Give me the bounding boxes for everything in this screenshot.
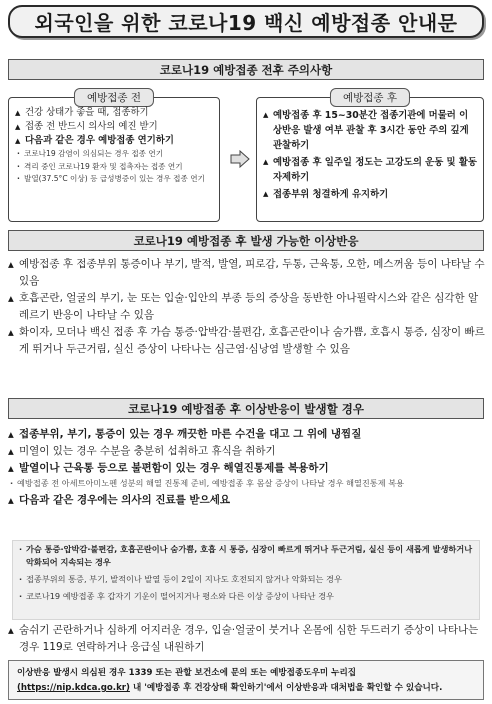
emergency-item: ▲ 숨쉬기 곤란하거나 심하게 어지러운 경우, 입술·얼굴이 붓거나 온몸에 심한 두드러기 증상이 나타나는 경우 119로 연락하거나 응급실 내원하기 — [8, 622, 486, 656]
response-item: ▲ 미열이 있는 경우 수분을 충분히 섭취하고 휴식을 취하기 — [8, 443, 486, 460]
before-item: ▲ 접종 전 반드시 의사의 예진 받기 — [15, 120, 213, 134]
response-list — [8, 426, 486, 509]
before-sub-item: · 코로나19 감염이 의심되는 경우 접종 연기 — [15, 148, 213, 161]
before-item: ▲ 건강 상태가 좋을 때, 접종하기 — [15, 106, 213, 120]
before-item: ▲ 다음과 같은 경우 예방접종 연기하기 — [15, 134, 213, 148]
before-vaccination-card — [8, 92, 220, 222]
adverse-reaction-item: ▲ 예방접종 후 접종부위 통증이나 부기, 발적, 발열, 피로감, 두통, 근육통, 오한, 메스꺼움 등이 나타날 수 있음 — [8, 256, 486, 290]
after-item: ▲ 예방접종 후 일주일 정도는 고강도의 운동 및 활동 자제하기 — [263, 155, 477, 185]
emergency-section — [8, 622, 486, 656]
doctor-visit-box — [12, 540, 480, 620]
doctor-visit-item: · 접종부위의 통증, 부기, 발적이나 발열 등이 2일이 지나도 호전되지 않거나 악화되는 경우 — [17, 573, 475, 586]
footer-info-box — [8, 660, 484, 700]
section-header-when-reactions-occur: 코로나19 예방접종 후 이상반응이 발생할 경우 — [8, 398, 484, 419]
after-vaccination-card — [256, 92, 484, 222]
adverse-reaction-item: ▲ 호흡곤란, 얼굴의 부기, 눈 또는 입술·입안의 부종 등의 증상을 동반한 아나필락시스와 같은 심각한 알레르기 반응이 나타날 수 있음 — [8, 290, 486, 324]
section-header-adverse-reactions: 코로나19 예방접종 후 발생 가능한 이상반응 — [8, 230, 484, 251]
response-item: ▲ 접종부위, 부기, 통증이 있는 경우 깨끗한 마른 수건을 대고 그 위에 냉찜질 — [8, 426, 486, 443]
footer-line: 내 '예방접종 후 건강상태 확인하기'에서 이상반응과 대처법을 확인할 수 있습니다. — [132, 683, 443, 693]
footer-line: 이상반응 발생시 의심된 경우 1339 또는 관할 보건소에 문의 또는 예방접종도우미 누리집 — [17, 668, 357, 678]
adverse-reactions-list — [8, 256, 486, 358]
doctor-visit-item: · 가슴 통증·압박감·불편감, 호흡곤란이나 숨가쁨, 호흡 시 통증, 심장이 빠르게 뛰거나 두근거림, 실신 등이 새롭게 발생하거나 악화되어 지속되는 경우 — [17, 543, 475, 569]
after-item: ▲ 예방접종 후 15~30분간 접종기관에 머물러 이상반응 발생 여부 관찰 후 3시간 동안 주의 깊게 관찰하기 — [263, 108, 477, 153]
page-title: 외국인을 위한 코로나19 백신 예방접종 안내문 — [8, 5, 484, 38]
arrow-right-icon — [230, 150, 250, 168]
response-item: ▲ 발열이나 근육통 등으로 불편함이 있는 경우 해열진통제를 복용하기 — [8, 460, 486, 477]
adverse-reaction-item: ▲ 화이자, 모더나 백신 접종 후 가슴 통증·압박감·불편감, 호흡곤란이나 숨가쁨, 호흡시 통증, 심장이 빠르게 뛰거나 두근거림, 실신 증상이 나타나는 심근염·심낭염 발생할 수 있음 — [8, 324, 486, 358]
before-vaccination-tab: 예방접종 전 — [74, 88, 154, 107]
after-vaccination-tab: 예방접종 후 — [330, 88, 410, 107]
section-header-precautions: 코로나19 예방접종 전후 주의사항 — [8, 59, 484, 80]
before-sub-item: · 격리 중인 코로나19 환자 및 접촉자는 접종 연기 — [15, 161, 213, 174]
doctor-visit-item: · 코로나19 예방접종 후 갑자기 기운이 떨어지거나 평소와 다른 이상 증상이 나타난 경우 — [17, 590, 475, 603]
doctor-visit-heading: ▲ 다음과 같은 경우에는 의사의 진료를 받으세요 — [8, 492, 486, 509]
nip-website-link[interactable]: (https://nip.kdca.go.kr) — [17, 683, 130, 693]
medicine-note: · 예방접종 전 아세트아미노펜 성분의 해열 진통제 준비, 예방접종 후 몸살 증상이 나타날 경우 해열진통제 복용 — [8, 477, 486, 490]
before-sub-item: · 발열(37.5°C 이상) 등 급성병증이 있는 경우 접종 연기 — [15, 173, 213, 186]
after-item: ▲ 접종부위 청결하게 유지하기 — [263, 187, 477, 202]
